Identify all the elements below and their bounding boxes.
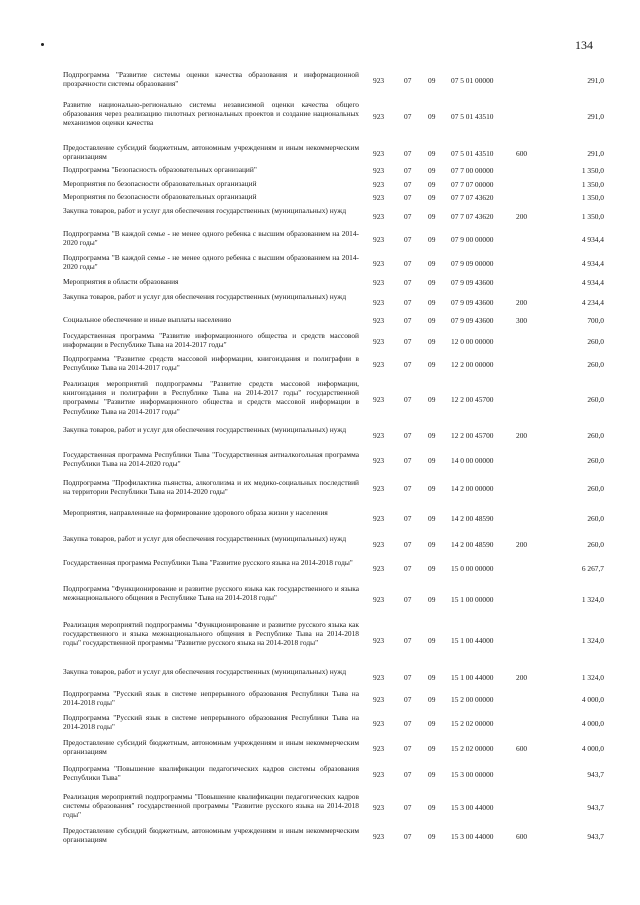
row-gr: 923 [373,337,385,346]
row-name: Подпрограмма "Развитие системы оценки качества образования и информационной прозрачности системы образования" [63,70,359,89]
row-sec: 07 [404,180,412,189]
row-sum: 1 350,0 [581,212,604,221]
row-sec: 07 [404,564,412,573]
row-sec: 07 [404,360,412,369]
row-sum: 943,7 [587,770,604,779]
row-gr: 923 [373,673,385,682]
table-row [0,253,640,275]
row-vr: 300 [516,316,528,325]
row-cs: 14 0 00 00000 [451,456,494,465]
row-name: Реализация мероприятий подпрограммы "Функционирование и развитие русского языка как государственного и языка межнационального общения в Республике Тыва на 2014-2018 годы" государственной программы "Развитие русского языка на 2014-2018 годы" [63,620,359,648]
row-sec: 07 [404,540,412,549]
row-gr: 923 [373,193,385,202]
row-sum: 260,0 [587,360,604,369]
row-vr: 200 [516,431,528,440]
row-name: Социальное обеспечение и иные выплаты населению [63,315,232,324]
row-sub: 09 [428,166,436,175]
row-gr: 923 [373,514,385,523]
row-cs: 15 2 02 00000 [451,744,494,753]
row-gr: 923 [373,744,385,753]
row-name: Предоставление субсидий бюджетным, автономным учреждениям и иным некоммерческим организациям [63,143,359,162]
row-sub: 09 [428,514,436,523]
row-sum: 943,7 [587,832,604,841]
row-gr: 923 [373,316,385,325]
row-cs: 07 5 01 43510 [451,112,494,121]
row-name: Предоставление субсидий бюджетным, автономным учреждениям и иным некоммерческим организациям [63,738,359,757]
row-cs: 07 7 07 43620 [451,193,494,202]
row-sum: 4 234,4 [581,298,604,307]
row-cs: 12 2 00 45700 [451,395,494,404]
row-sec: 07 [404,484,412,493]
row-sum: 700,0 [587,316,604,325]
row-cs: 15 3 00 44000 [451,832,494,841]
row-name: Мероприятия по безопасности образовательных организаций [63,192,257,201]
row-sub: 09 [428,744,436,753]
row-gr: 923 [373,112,385,121]
row-gr: 923 [373,431,385,440]
row-sum: 291,0 [587,76,604,85]
row-sub: 09 [428,719,436,728]
row-sub: 09 [428,832,436,841]
row-cs: 07 7 07 43620 [451,212,494,221]
row-sum: 1 350,0 [581,193,604,202]
table-row [0,100,640,134]
row-sum: 291,0 [587,112,604,121]
table-row [0,165,640,177]
row-sub: 09 [428,316,436,325]
table-row [0,826,640,848]
table-row [0,738,640,760]
row-sub: 09 [428,278,436,287]
row-cs: 15 2 00 00000 [451,695,494,704]
row-name: Реализация мероприятий подпрограммы "Развитие средств массовой информации, книгоиздания и полиграфии в Республике Тыва на 2014-2017 годы" государственной программы "Развитие информационного общества и средств массовой информации в Республике Тыва на 2014-2017 годы" [63,379,359,416]
row-cs: 07 5 01 43510 [451,149,494,158]
row-gr: 923 [373,235,385,244]
table-row [0,558,640,580]
row-cs: 07 9 09 00000 [451,259,494,268]
row-cs: 14 2 00 00000 [451,484,494,493]
row-gr: 923 [373,360,385,369]
row-gr: 923 [373,212,385,221]
row-name: Подпрограмма "Развитие средств массовой информации, книгоиздания и полиграфии в Республике Тыва на 2014-2017 годы" [63,354,359,373]
row-sub: 09 [428,395,436,404]
row-sec: 07 [404,112,412,121]
row-sub: 09 [428,212,436,221]
row-name: Мероприятия по безопасности образовательных организаций [63,179,257,188]
row-name: Закупка товаров, работ и услуг для обеспечения государственных (муниципальных) нужд [63,534,347,543]
row-name: Закупка товаров, работ и услуг для обеспечения государственных (муниципальных) нужд [63,206,347,215]
row-sub: 09 [428,770,436,779]
table-row [0,315,640,327]
row-name: Подпрограмма "Функционирование и развитие русского языка как государственного и языка межнационального общения в Республике Тыва на 2014-2018 годы" [63,584,359,603]
row-name: Закупка товаров, работ и услуг для обеспечения государственных (муниципальных) нужд [63,667,347,676]
table-row [0,478,640,500]
row-sum: 260,0 [587,431,604,440]
row-sum: 6 267,7 [581,564,604,573]
row-sum: 1 324,0 [581,595,604,604]
row-name: Подпрограмма "Профилактика пьянства, алкоголизма и их медико-социальных последствий на территории Республики Тыва на 2014-2020 годы" [63,478,359,497]
row-gr: 923 [373,456,385,465]
row-sub: 09 [428,360,436,369]
table-row [0,620,640,662]
table-row [0,584,640,616]
row-gr: 923 [373,149,385,158]
row-sum: 4 000,0 [581,719,604,728]
row-sum: 260,0 [587,514,604,523]
row-gr: 923 [373,395,385,404]
row-cs: 15 2 02 00000 [451,719,494,728]
table-row [0,667,640,689]
row-sec: 07 [404,673,412,682]
row-sec: 07 [404,193,412,202]
table-row [0,292,640,314]
row-sum: 4 934,4 [581,259,604,268]
row-sum: 1 350,0 [581,166,604,175]
row-sub: 09 [428,803,436,812]
row-cs: 07 7 00 00000 [451,166,494,175]
row-name: Подпрограмма "В каждой семье - не менее одного ребенка с высшим образованием на 2014-2020 годы" [63,253,359,272]
row-sec: 07 [404,832,412,841]
row-name: Подпрограмма "Русский язык в системе непрерывного образования Республики Тыва на 2014-2018 годы" [63,713,359,732]
row-sum: 4 000,0 [581,744,604,753]
row-gr: 923 [373,803,385,812]
row-cs: 07 7 07 00000 [451,180,494,189]
row-sub: 09 [428,149,436,158]
row-sub: 09 [428,298,436,307]
row-vr: 200 [516,212,528,221]
row-name: Закупка товаров, работ и услуг для обеспечения государственных (муниципальных) нужд [63,425,347,434]
row-name: Подпрограмма "Повышение квалификации педагогических кадров системы образования Республики Тыва" [63,764,359,783]
row-vr: 600 [516,149,528,158]
row-vr: 600 [516,744,528,753]
row-sub: 09 [428,235,436,244]
row-sec: 07 [404,298,412,307]
row-cs: 15 3 00 00000 [451,770,494,779]
row-sec: 07 [404,770,412,779]
table-row [0,277,640,289]
row-sec: 07 [404,235,412,244]
row-sub: 09 [428,673,436,682]
row-sub: 09 [428,636,436,645]
row-sec: 07 [404,514,412,523]
row-sec: 07 [404,431,412,440]
row-sec: 07 [404,744,412,753]
row-cs: 15 0 00 00000 [451,564,494,573]
table-row [0,792,640,824]
row-name: Государственная программа "Развитие информационного общества и средств массовой информации в Республике Тыва на 2014-2017 годы" [63,331,359,350]
row-gr: 923 [373,770,385,779]
row-vr: 600 [516,832,528,841]
row-cs: 07 5 01 00000 [451,76,494,85]
row-sec: 07 [404,278,412,287]
table-row [0,379,640,421]
row-name: Мероприятия, направленные на формирование здорового образа жизни у населения [63,508,328,517]
row-sec: 07 [404,395,412,404]
row-sub: 09 [428,180,436,189]
row-sub: 09 [428,76,436,85]
row-cs: 14 2 00 48590 [451,514,494,523]
row-name: Подпрограмма "Русский язык в системе непрерывного образования Республики Тыва на 2014-2018 годы" [63,689,359,708]
row-cs: 12 2 00 00000 [451,360,494,369]
row-sec: 07 [404,719,412,728]
row-vr: 200 [516,540,528,549]
row-gr: 923 [373,540,385,549]
page-number: 134 [575,38,593,52]
row-gr: 923 [373,166,385,175]
row-sum: 260,0 [587,337,604,346]
row-sub: 09 [428,112,436,121]
row-sec: 07 [404,212,412,221]
row-sub: 09 [428,484,436,493]
table-row [0,713,640,735]
row-name: Подпрограмма "В каждой семье - не менее одного ребенка с высшим образованием на 2014-2020 годы" [63,229,359,248]
table-row [0,508,640,530]
row-sub: 09 [428,337,436,346]
row-sum: 260,0 [587,484,604,493]
row-sub: 09 [428,595,436,604]
row-gr: 923 [373,76,385,85]
row-cs: 14 2 00 48590 [451,540,494,549]
row-sum: 943,7 [587,803,604,812]
row-cs: 12 0 00 00000 [451,337,494,346]
row-sec: 07 [404,595,412,604]
table-row [0,534,640,556]
table-row [0,331,640,353]
row-name: Государственная программа Республики Тыва "Государственная антиалкогольная программа Республики Тыва на 2014-2020 годы" [63,450,359,469]
row-sec: 07 [404,76,412,85]
row-cs: 07 9 00 00000 [451,235,494,244]
row-cs: 07 9 09 43600 [451,316,494,325]
row-sec: 07 [404,149,412,158]
row-gr: 923 [373,719,385,728]
table-row [0,70,640,92]
row-vr: 200 [516,298,528,307]
row-sub: 09 [428,695,436,704]
row-sec: 07 [404,259,412,268]
table-row [0,143,640,165]
row-sum: 260,0 [587,395,604,404]
row-sec: 07 [404,166,412,175]
row-gr: 923 [373,636,385,645]
row-sum: 4 934,4 [581,278,604,287]
row-cs: 15 1 00 00000 [451,595,494,604]
table-row [0,206,640,228]
row-sub: 09 [428,259,436,268]
row-gr: 923 [373,832,385,841]
table-row [0,764,640,786]
row-gr: 923 [373,278,385,287]
row-sub: 09 [428,456,436,465]
row-sub: 09 [428,540,436,549]
row-sec: 07 [404,456,412,465]
row-gr: 923 [373,259,385,268]
row-sum: 260,0 [587,540,604,549]
row-sum: 1 324,0 [581,636,604,645]
table-row [0,689,640,711]
row-cs: 15 3 00 44000 [451,803,494,812]
table-row [0,229,640,251]
row-sum: 260,0 [587,456,604,465]
row-sum: 291,0 [587,149,604,158]
row-gr: 923 [373,564,385,573]
row-gr: 923 [373,695,385,704]
row-gr: 923 [373,595,385,604]
table-row [0,179,640,191]
row-name: Подпрограмма "Безопасность образовательных организаций" [63,165,257,174]
row-name: Государственная программа Республики Тыва "Развитие русского языка на 2014-2018 годы" [63,558,353,567]
row-gr: 923 [373,298,385,307]
row-cs: 07 9 09 43600 [451,278,494,287]
row-name: Закупка товаров, работ и услуг для обеспечения государственных (муниципальных) нужд [63,292,347,301]
row-vr: 200 [516,673,528,682]
row-name: Реализация мероприятий подпрограммы "Повышение квалификации педагогических кадров системы образования" государственной программы "Развитие русского языка на 2014-2018 годы" [63,792,359,820]
row-sec: 07 [404,316,412,325]
row-sum: 4 934,4 [581,235,604,244]
row-name: Предоставление субсидий бюджетным, автономным учреждениям и иным некоммерческим организациям [63,826,359,845]
row-sum: 4 000,0 [581,695,604,704]
row-sub: 09 [428,564,436,573]
table-row [0,425,640,447]
row-cs: 15 1 00 44000 [451,636,494,645]
table-row [0,450,640,472]
row-sec: 07 [404,803,412,812]
row-name: Развитие национально-регионально системы независимой оценки качества общего образования через реализацию пилотных региональных проектов и создание национальных механизмов оценки качества [63,100,359,128]
row-gr: 923 [373,180,385,189]
row-sec: 07 [404,695,412,704]
row-cs: 15 1 00 44000 [451,673,494,682]
row-sub: 09 [428,431,436,440]
row-sub: 09 [428,193,436,202]
row-name: Мероприятия в области образования [63,277,179,286]
row-cs: 07 9 09 43600 [451,298,494,307]
table-row [0,192,640,204]
row-sec: 07 [404,636,412,645]
table-row [0,354,640,376]
row-sec: 07 [404,337,412,346]
row-gr: 923 [373,484,385,493]
row-sum: 1 324,0 [581,673,604,682]
row-sum: 1 350,0 [581,180,604,189]
row-cs: 12 2 00 45700 [451,431,494,440]
